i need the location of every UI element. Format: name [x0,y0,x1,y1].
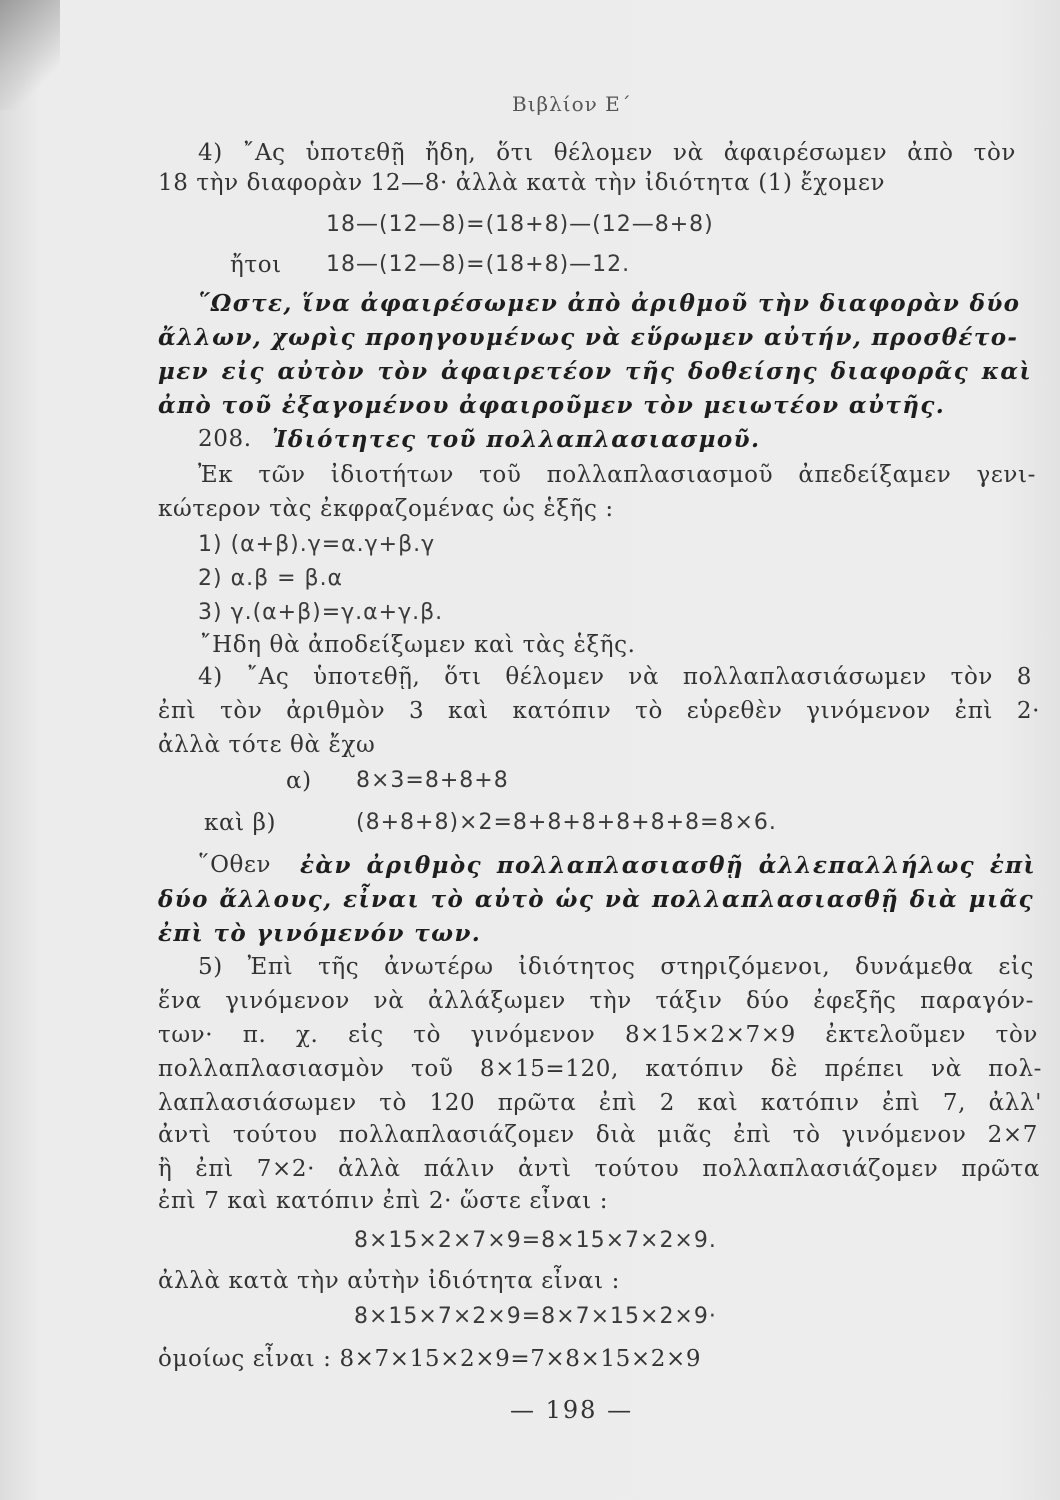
text-line: ἀντὶ τούτου πολλαπλασιάζομεν διὰ μιᾶς ἐπὶ τὸ γινόμενον 2×7 [158,1122,1038,1148]
bold-statement-line: ἀπὸ τοῦ ἐξαγομένου ἀφαιροῦμεν τὸν μειωτέον αὐτῆς. [158,392,946,419]
bold-statement-line: ῞Ωστε, ἵνα ἀφαιρέσωμεν ἀπὸ ἀριθμοῦ τὴν διαφορὰν δύο [198,290,1021,317]
text-line: 5) Ἐπὶ τῆς ἀνωτέρω ἰδιότητος στηριζόμενοι, δυνάμεθα εἰς [198,954,1034,980]
bold-statement-line: μεν εἰς αὐτὸν τὸν ἀφαιρετέον τῆς δοθείσης διαφορᾶς καὶ [158,358,1032,385]
section-title: Ἰδιότητες τοῦ πολλαπλασιασμοῦ. [272,426,761,453]
section-number: 208. [198,426,252,452]
case-label: α) [286,768,312,794]
text-line: κώτερον τὰς ἐκφραζομένας ὡς ἑξῆς : [158,496,614,522]
text-line: λαπλασιάσωμεν τὸ 120 πρῶτα ἐπὶ 2 καὶ κατόπιν ἐπὶ 7, ἀλλ' [158,1090,1042,1116]
text-line: ἢ ἐπὶ 7×2· ἀλλὰ πάλιν ἀντὶ τούτου πολλαπλασιάζομεν πρῶτα [158,1156,1040,1182]
text-line: ῞Οθεν [198,852,272,878]
page-number: — 198 — [510,1396,634,1424]
text-line: ἤτοι [230,252,282,278]
bold-statement-line: ἐὰν ἀριθμὸς πολλαπλασιασθῇ ἀλλεπαλλήλως ἐπὶ [300,852,1036,879]
equation: 8×3=8+8+8 [356,768,509,793]
text-line: ἀλλὰ κατὰ τὴν αὐτὴν ἰδιότητα εἶναι : [158,1268,621,1294]
running-header: Βιβλίον Ε΄ [512,92,632,116]
text-line: ἕνα γινόμενον νὰ ἀλλάξωμεν τὴν τάξιν δύο ἐφεξῆς παραγόν- [158,988,1034,1014]
text-line: ἐπὶ 7 καὶ κατόπιν ἐπὶ 2· ὥστε εἶναι : [158,1188,609,1214]
text-line: των· π. χ. εἰς τὸ γινόμενον 8×15×2×7×9 ἐκτελοῦμεν τὸν [158,1022,1038,1048]
text-line: Ἐκ τῶν ἰδιοτήτων τοῦ πολλαπλασιασμοῦ ἀπεδείξαμεν γενι- [198,462,1036,488]
case-label: καὶ β) [204,810,277,836]
text-line: πολλαπλασιασμὸν τοῦ 8×15=120, κατόπιν δὲ πρέπει νὰ πολ- [158,1056,1042,1082]
text-line: 4) ῎Ας ὑποτεθῇ, ὅτι θέλομεν νὰ πολλαπλασιάσωμεν τὸν 8 [198,664,1032,690]
equation: 18—(12—8)=(18+8)—(12—8+8) [326,212,714,237]
equation: 8×15×7×2×9=8×7×15×2×9· [354,1304,717,1329]
bold-statement-line: δύο ἄλλους, εἶναι τὸ αὐτὸ ὡς νὰ πολλαπλασιασθῇ διὰ μιᾶς [158,886,1034,913]
text-line: ἀλλὰ τότε θὰ ἔχω [158,732,376,758]
text-line: ἐπὶ τὸν ἀριθμὸν 3 καὶ κατόπιν τὸ εὑρεθὲν γινόμενον ἐπὶ 2· [158,698,1040,724]
page-corner-shadow [0,0,60,110]
bold-statement-line: ἐπὶ τὸ γινόμενόν των. [158,920,482,947]
equation: 1) (α+β).γ=α.γ+β.γ [198,532,436,557]
text-line: ὁμοίως εἶναι : 8×7×15×2×9=7×8×15×2×9 [158,1346,702,1372]
text-line: ῎Ηδη θὰ ἀποδείξωμεν καὶ τὰς ἑξῆς. [200,632,636,658]
equation: (8+8+8)×2=8+8+8+8+8+8=8×6. [356,810,777,835]
bold-statement-line: ἄλλων, χωρὶς προηγουμένως νὰ εὕρωμεν αὐτήν, προσθέτο- [158,324,1019,351]
text-line: 18 τὴν διαφορὰν 12—8· ἀλλὰ κατὰ τὴν ἰδιότητα (1) ἔχομεν [158,170,886,196]
equation: 8×15×2×7×9=8×15×7×2×9. [354,1228,717,1253]
equation: 18—(12—8)=(18+8)—12. [326,252,631,277]
equation: 2) α.β = β.α [198,566,344,591]
text-line: 4) ῎Ας ὑποτεθῇ ἤδη, ὅτι θέλομεν νὰ ἀφαιρέσωμεν ἀπὸ τὸν [198,140,1016,166]
equation: 3) γ.(α+β)=γ.α+γ.β. [198,600,444,625]
